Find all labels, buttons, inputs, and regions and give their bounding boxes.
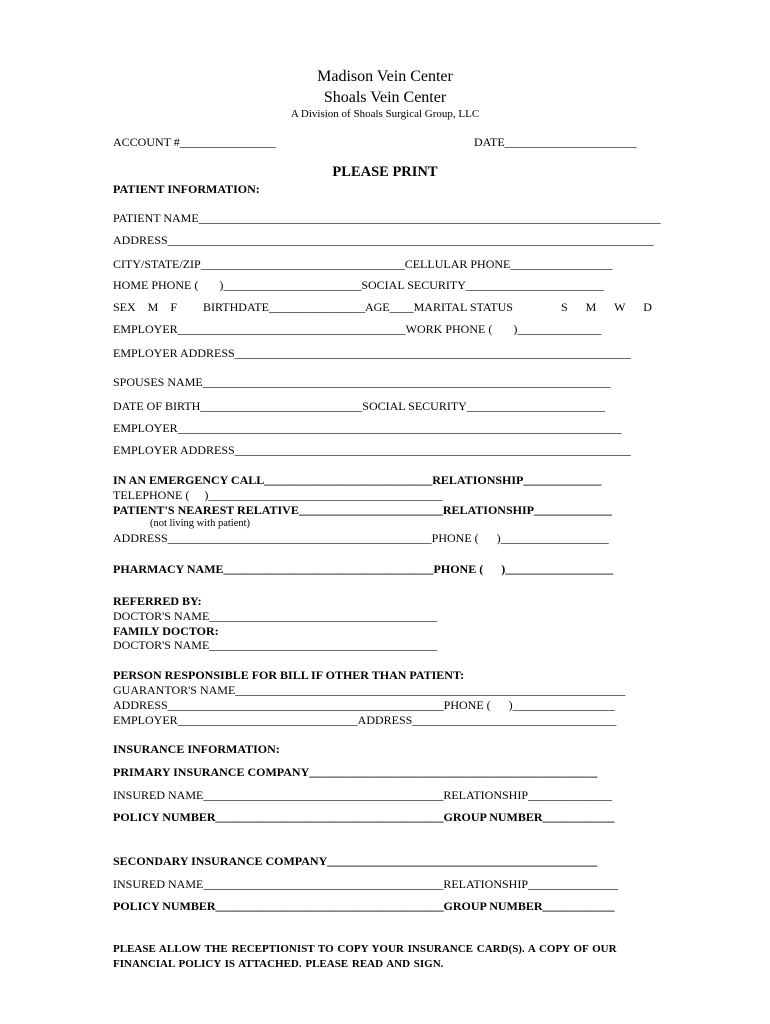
- emergency-contact-field[interactable]: IN AN EMERGENCY CALL____________________________RELATIONSHIP_____________: [113, 473, 602, 487]
- referred-by-heading: REFERRED BY:: [113, 594, 202, 608]
- spouse-employer-address-field[interactable]: EMPLOYER ADDRESS__________________________________________________________________: [113, 443, 631, 457]
- family-doctor-field[interactable]: DOCTOR'S NAME______________________________________: [113, 638, 438, 652]
- pharmacy-field[interactable]: PHARMACY NAME___________________________________PHONE ( )__________________: [113, 562, 614, 576]
- footer-note-line2: FINANCIAL POLICY IS ATTACHED. PLEASE READ AND SIGN.: [113, 958, 444, 970]
- spouse-name-field[interactable]: SPOUSES NAME____________________________________________________________________: [113, 375, 611, 389]
- account-number-field[interactable]: ACCOUNT #________________: [113, 135, 276, 149]
- clinic-title-shoals: Shoals Vein Center: [323, 89, 447, 106]
- employer-work-phone-field[interactable]: EMPLOYER______________________________________WORK PHONE ( )______________: [113, 322, 602, 336]
- guarantor-name-field[interactable]: GUARANTOR'S NAME_________________________________________________________________: [113, 683, 626, 697]
- emergency-telephone-field[interactable]: TELEPHONE ( )_______________________________________: [113, 488, 443, 502]
- marital-status-options[interactable]: S M W D: [561, 300, 652, 314]
- primary-insured-name-field[interactable]: INSURED NAME________________________________________RELATIONSHIP______________: [113, 788, 613, 802]
- referring-doctor-field[interactable]: DOCTOR'S NAME______________________________________: [113, 609, 438, 623]
- birthdate-age-field[interactable]: BIRTHDATE________________AGE____MARITAL STATUS: [203, 300, 513, 314]
- clinic-subtitle: A Division of Shoals Surgical Group, LLC: [290, 108, 480, 120]
- guarantor-heading: PERSON RESPONSIBLE FOR BILL IF OTHER THAN PATIENT:: [113, 668, 465, 682]
- patient-information-heading: PATIENT INFORMATION:: [113, 182, 260, 196]
- guarantor-employer-address-field[interactable]: EMPLOYER______________________________ADDRESS__________________________________: [113, 713, 617, 727]
- secondary-insured-name-field[interactable]: INSURED NAME________________________________________RELATIONSHIP_______________: [113, 877, 619, 891]
- relative-address-phone-field[interactable]: ADDRESS____________________________________________PHONE ( )__________________: [113, 531, 609, 545]
- primary-policy-group-field[interactable]: POLICY NUMBER______________________________________GROUP NUMBER____________: [113, 810, 615, 824]
- secondary-insurance-company-field[interactable]: SECONDARY INSURANCE COMPANY_____________________________________________: [113, 854, 598, 868]
- patient-address-field[interactable]: ADDRESS_________________________________________________________________________________: [113, 233, 654, 247]
- nearest-relative-field[interactable]: PATIENT'S NEAREST RELATIVE________________________RELATIONSHIP_____________: [113, 503, 612, 517]
- city-state-zip-cellular-field[interactable]: CITY/STATE/ZIP__________________________________CELLULAR PHONE_________________: [113, 257, 613, 271]
- not-living-note: (not living with patient): [150, 518, 251, 529]
- clinic-title-madison: Madison Vein Center: [317, 68, 453, 85]
- footer-note-line1: PLEASE ALLOW THE RECEPTIONIST TO COPY YOUR INSURANCE CARD(S). A COPY OF OUR: [113, 943, 617, 955]
- home-phone-ssn-field[interactable]: HOME PHONE ( )_______________________SOCIAL SECURITY_______________________: [113, 278, 604, 292]
- guarantor-address-phone-field[interactable]: ADDRESS______________________________________________PHONE ( )_________________: [113, 698, 615, 712]
- date-field[interactable]: DATE______________________: [474, 135, 637, 149]
- family-doctor-heading: FAMILY DOCTOR:: [113, 624, 219, 638]
- employer-address-field[interactable]: EMPLOYER ADDRESS__________________________________________________________________: [113, 346, 631, 360]
- patient-name-field[interactable]: PATIENT NAME_____________________________________________________________________________: [113, 211, 661, 225]
- insurance-information-heading: INSURANCE INFORMATION:: [113, 742, 280, 756]
- sex-options[interactable]: SEX M F: [113, 300, 178, 314]
- primary-insurance-company-field[interactable]: PRIMARY INSURANCE COMPANY________________________________________________: [113, 765, 598, 779]
- spouse-employer-field[interactable]: EMPLOYER__________________________________________________________________________: [113, 421, 622, 435]
- spouse-dob-ssn-field[interactable]: DATE OF BIRTH___________________________SOCIAL SECURITY_______________________: [113, 399, 605, 413]
- please-print-heading: PLEASE PRINT: [332, 164, 438, 180]
- secondary-policy-group-field[interactable]: POLICY NUMBER______________________________________GROUP NUMBER____________: [113, 899, 615, 913]
